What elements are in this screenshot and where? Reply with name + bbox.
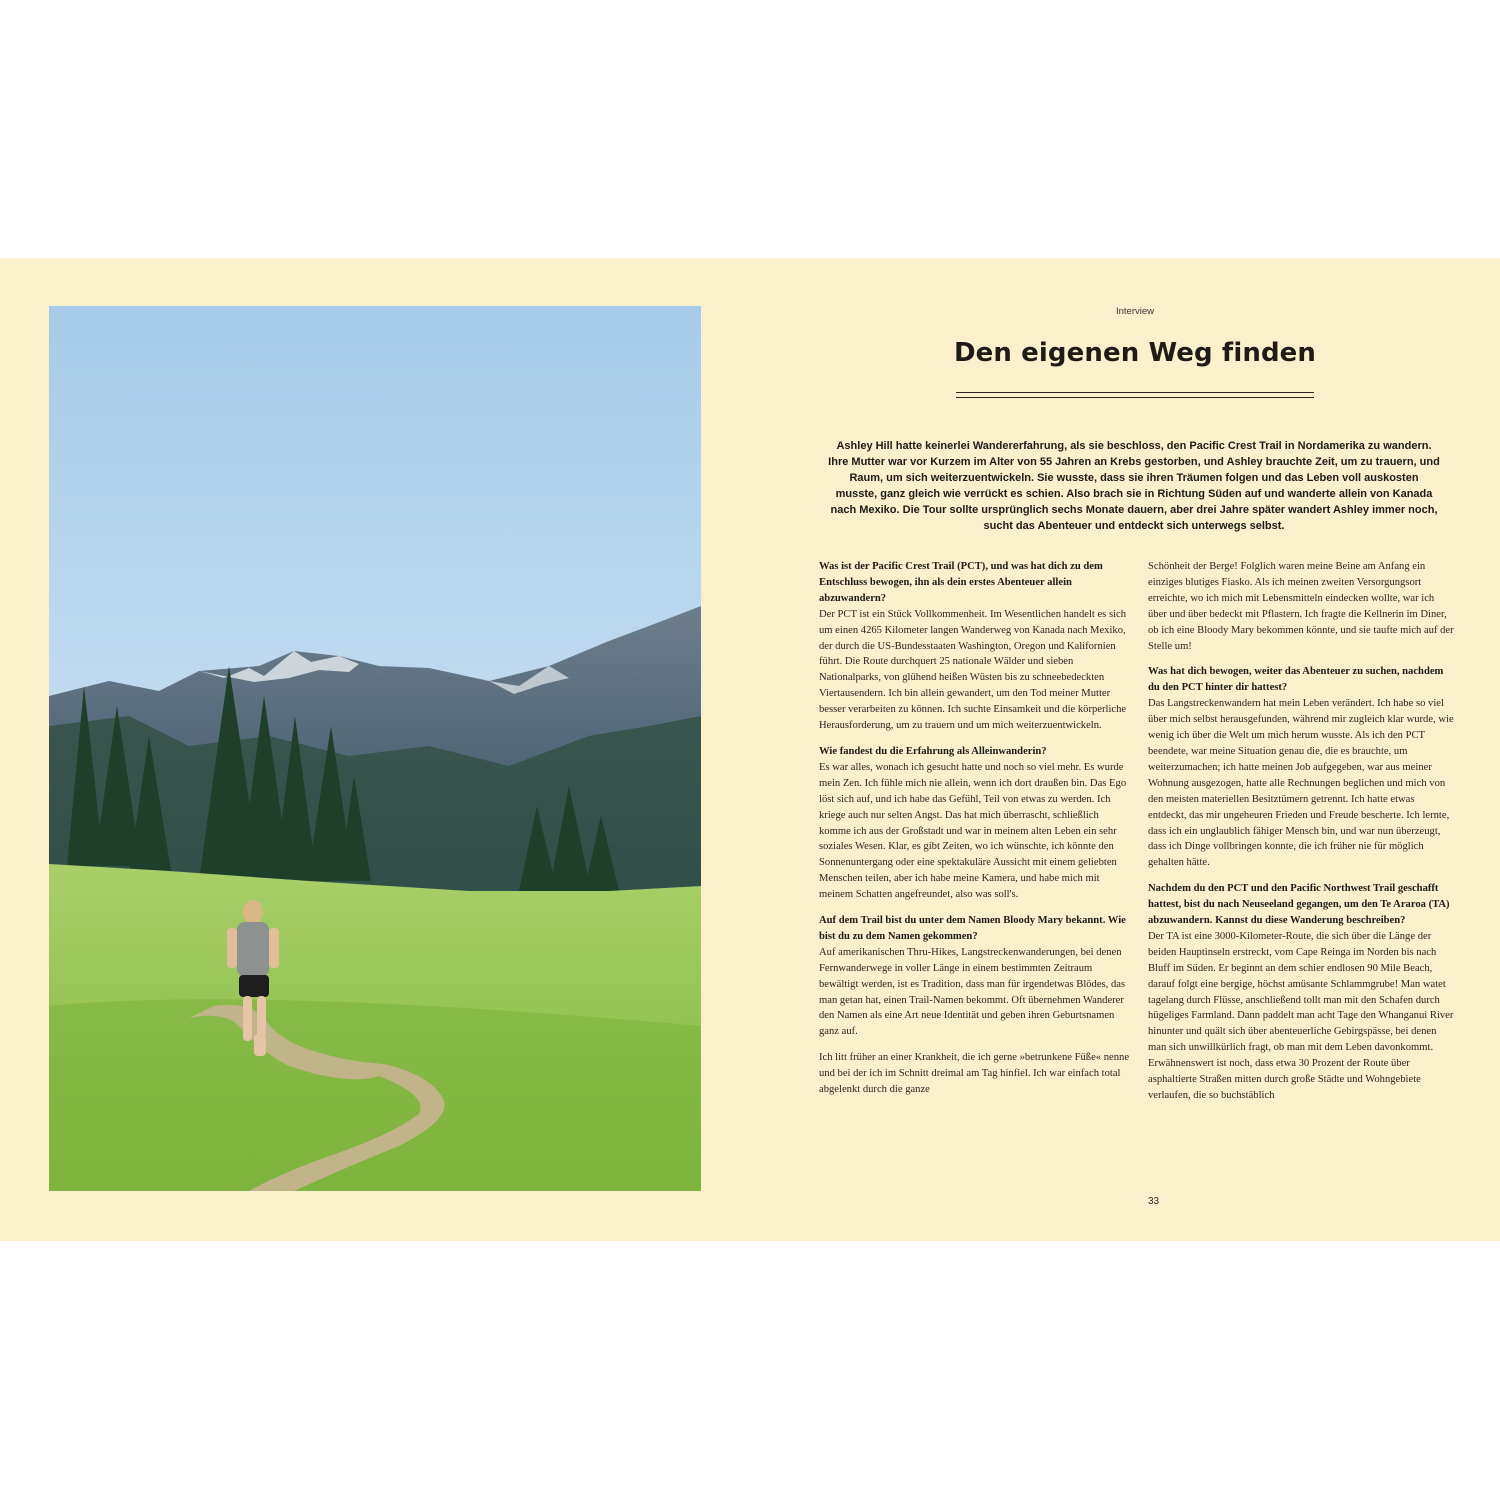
- headline-rule-bottom: [956, 397, 1314, 398]
- text-column-left: [819, 559, 1131, 1108]
- hiker-meadow-photo: [49, 306, 701, 1191]
- interview-answer: Auf amerikanischen Thru-Hikes, Langstreckenwanderungen, bei denen Fernwanderwege in voller Länge in einem bestimmten Zeitraum bewältigt werden, ist es Tradition, dass man für irgendetwas Blödes, das man getan hat, einen Trail-Namen bekommt. Oft übernehmen Wanderer den Namen als eine Art neue Identität und geben ihren Geburtsnamen ganz auf.: [819, 946, 1126, 1038]
- interview-answer: Ich litt früher an einer Krankheit, die ich gerne »betrunkene Füße« nenne und bei der ich im Schnitt dreimal am Tag hinfiel. Ich war einfach total abgelenkt durch die ganze: [819, 1052, 1130, 1096]
- interview-question: Nachdem du den PCT und den Pacific Northwest Trail geschafft hattest, bist du nach Neuseeland gegangen, um den Te Araroa (TA) abzuwandern. Kannst du diese Wanderung beschreiben?: [1148, 883, 1450, 927]
- section-kicker: Interview: [1115, 306, 1154, 317]
- photo-illustration: [49, 306, 701, 1191]
- interview-answer: Es war alles, wonach ich gesucht hatte und noch so viel mehr. Es wurde mein Zen. Ich fühle mich nie allein, wenn ich dort draußen bin. Das Ego löst sich auf, und ich habe das Gefühl, Teil von etwas zu werden. Ich kriege auch nur selten Angst. Das hat mich überrascht, schließlich komme ich aus der Großstadt und war in meinem alten Leben ein sehr soziales Wesen. Klar, es gibt Zeiten, wo ich wünschte, ich könnte den Sonnenuntergang oder eine spektakuläre Aussicht mit einem geliebten Menschen teilen, aber ich habe meine Kamera, und habe mich mit meinem Schatten angefreundet, also was soll's.: [819, 761, 1127, 901]
- text-column-right: [1148, 559, 1454, 1114]
- headline-rule-top: [956, 392, 1314, 393]
- interview-question: Was hat dich bewogen, weiter das Abenteuer zu suchen, nachdem du den PCT hinter dir hattest?: [1148, 666, 1444, 694]
- article-intro: Ashley Hill hatte keinerlei Wandererfahrung, als sie beschloss, den Pacific Crest Trail in Nordamerika zu wandern. Ihre Mutter war vor Kurzem im Alter von 55 Jahren an Krebs gestorben, und Ashley brauchte Zeit, um zu trauern, und Raum, um sich weiterzuentwickeln. Sie wusste, dass sie ihren Träumen folgen und das Leben voll auskosten musste, ganz gleich wie verrückt es schien. Also brach sie in Richtung Süden auf und wanderte allein von Kanada nach Mexiko. Die Tour sollte ursprünglich sechs Monate dauern, aber drei Jahre später wandert Ashley immer noch, sucht das Abenteuer und entdeckt sich unterwegs selbst.: [828, 440, 1440, 532]
- interview-answer: Das Langstreckenwandern hat mein Leben verändert. Ich habe so viel über mich selbst herausgefunden, während mir zugleich klar wurde, wie wenig ich über die Welt um mich herum wusste. Als ich den PCT beendete, war meine Situation genau die, die es brauchte, um weiterzumachen; ich hatte meinen Job aufgegeben, war aus meiner Wohnung ausgezogen, hatte alle Rechnungen beglichen und mich von den meisten materiellen Besitztümern getrennt. Ich hatte etwas entdeckt, das mir ungeheuren Frieden und Freude bescherte. Ich lernte, dass ich ein unglaublich fähiger Mensch bin, und war nun überzeugt, dass ich Dinge vollbringen konnte, die ich früher nie für möglich gehalten hätte.: [1148, 698, 1454, 869]
- interview-question: Auf dem Trail bist du unter dem Namen Bloody Mary bekannt. Wie bist du zu dem Namen gekommen?: [819, 915, 1126, 942]
- interview-question: Wie fandest du die Erfahrung als Alleinwanderin?: [819, 745, 1047, 757]
- article-headline: Den eigenen Weg finden: [953, 338, 1316, 368]
- interview-answer: Schönheit der Berge! Folglich waren meine Beine am Anfang ein einziges blutiges Fiasko. Als ich meinen zweiten Versorgungsort erreichte, wo ich mich mit Lebensmitteln eindecken wollte, war ich über und über bedeckt mit Pflastern. Ich fragte die Kellnerin im Diner, ob ich eine Bloody Mary bekommen könnte, und sie taufte mich auf der Stelle um!: [1148, 561, 1454, 652]
- magazine-spread: [0, 258, 1500, 1241]
- page-number: 33: [1148, 1196, 1160, 1207]
- interview-answer: Der PCT ist ein Stück Vollkommenheit. Im Wesentlichen handelt es sich um einen 4265 Kilometer langen Wanderweg von Kanada nach Mexiko, der durch die US-Bundesstaaten Washington, Oregon und Kalifornien führt. Die Route durchquert 25 nationale Wälder und sieben Nationalparks, von glühend heißen Wüsten bis zu schneebedeckten Viertausendern. Ich bin allein gewandert, um den Tod meiner Mutter besser verarbeiten zu können. Ich suchte Einsamkeit und die körperliche Herausforderung, um zu trauern und um mich weiterzuentwickeln.: [819, 608, 1127, 732]
- interview-answer: Der TA ist eine 3000-Kilometer-Route, die sich über die Länge der beiden Hauptinseln erstreckt, vom Cape Reinga im Norden bis nach Bluff im Süden. Er beginnt an dem schier endlosen 90 Mile Beach, darauf folgt eine bergige, höchst amüsante Schlammgrube! Man watet tagelang durch Flüsse, anschließend tollt man mit den Schafen durch hügeliges Farmland. Dann paddelt man acht Tage den Whanganui River hinunter und quält sich über abenteuerliche Gebirgspässe, bei denen man sich unwillkürlich fragt, ob man mit dem Leben davonkommt. Erwähnenswert ist noch, dass etwa 30 Prozent der Route über asphaltierte Straßen mitten durch große Städte und Wohngebiete verlaufen, die so buchstäblich: [1148, 930, 1454, 1101]
- interview-question: Was ist der Pacific Crest Trail (PCT), und was hat dich zu dem Entschluss bewogen, ihn als dein erstes Abenteuer allein abzuwandern?: [819, 561, 1103, 604]
